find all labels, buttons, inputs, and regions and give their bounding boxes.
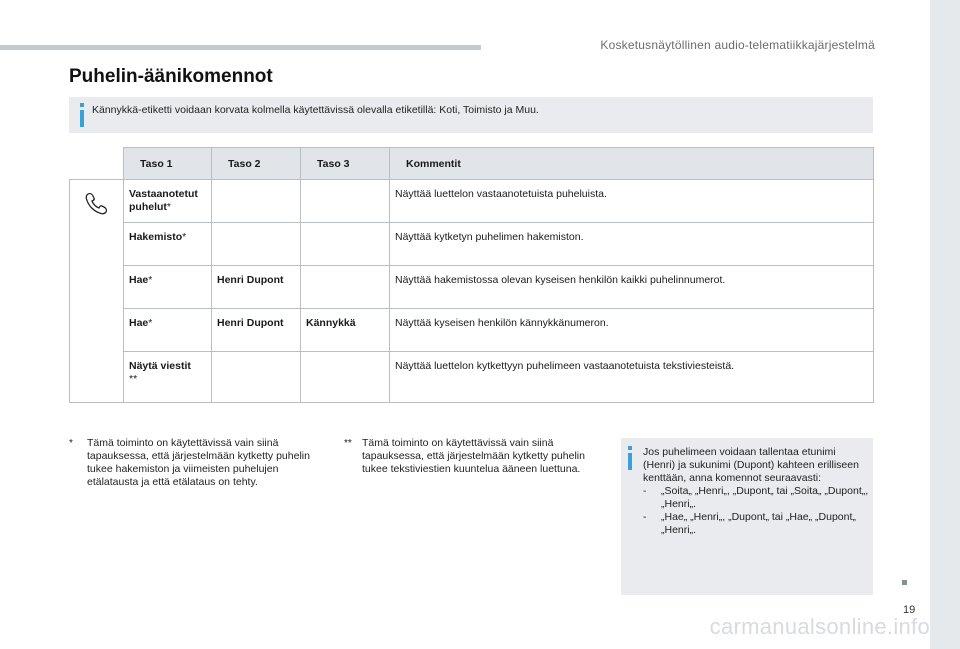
voice-command-table	[69, 147, 874, 403]
footnote-text: Tämä toiminto on käytettävissä vain siinä tapauksessa, että järjestelmään kytketty puhelin tukee tekstiviestien kuuntelua ääneen luettuna.	[362, 437, 585, 475]
table-header-level2: Taso 2	[212, 148, 301, 180]
table-header-row	[70, 148, 874, 180]
info-icon	[625, 446, 637, 470]
table-header-comments: Kommentit	[390, 148, 874, 180]
level3-cell	[301, 266, 390, 309]
level2-cell: Henri Dupont	[212, 309, 301, 352]
page-marker	[902, 580, 907, 585]
footnote-mark: **	[344, 438, 352, 449]
level3-cell	[301, 352, 390, 403]
page-title: Puhelin-äänikomennot	[69, 66, 273, 87]
note-item-text: „Soita„ „Henri„, „Dupont„ tai „Soita„ „Dupont„, „Henri„.	[661, 485, 869, 510]
note-list-item	[643, 485, 869, 511]
header-rule	[0, 45, 481, 50]
note-list-item	[643, 511, 869, 537]
footnote-single-star	[69, 437, 331, 489]
comment-cell: Näyttää hakemistossa olevan kyseisen henkilön kaikki puhelinnumerot.	[390, 266, 874, 309]
level1-cell: Hae*	[124, 266, 212, 309]
level1-cell: Hae*	[124, 309, 212, 352]
comment-cell: Näyttää luettelon kytkettyyn puhelimeen vastaanotetuista tekstiviesteistä.	[390, 352, 874, 403]
table-row	[70, 352, 874, 403]
section-title: Kosketusnäytöllinen audio-telematiikkajärjestelmä	[600, 38, 875, 52]
comment-cell: Näyttää kytketyn puhelimen hakemiston.	[390, 223, 874, 266]
footnote-mark: *	[69, 438, 73, 449]
table-row	[70, 266, 874, 309]
level2-cell	[212, 352, 301, 403]
level3-cell	[301, 180, 390, 223]
level2-cell	[212, 180, 301, 223]
level1-cell: Näytä viestit **	[124, 352, 212, 403]
note-box	[621, 438, 873, 595]
table-header-level1: Taso 1	[124, 148, 212, 180]
footnote-double-star	[344, 437, 606, 476]
note-intro: Jos puhelimeen voidaan tallentaa etunimi (Henri) ja sukunimi (Dupont) kahteen erilliseen kenttään, anna komennot seuraavasti:	[643, 446, 859, 484]
table-header-level3: Taso 3	[301, 148, 390, 180]
note-dash: -	[643, 485, 647, 497]
phone-icon	[84, 190, 110, 216]
note-dash: -	[643, 511, 647, 523]
level1-cell: Vastaanotetut puhelut*	[124, 180, 212, 223]
level2-cell: Henri Dupont	[212, 266, 301, 309]
page-edge-strip	[930, 0, 960, 649]
level1-cell: Hakemisto*	[124, 223, 212, 266]
footnote-text: Tämä toiminto on käytettävissä vain siinä tapauksessa, että järjestelmään kytketty puhelin tukee hakemiston ja viimeisten puhelujen etälatausta ja että etälataus on tehty.	[87, 437, 310, 488]
comment-cell: Näyttää kyseisen henkilön kännykkänumeron.	[390, 309, 874, 352]
table-row	[70, 309, 874, 352]
comment-cell: Näyttää luettelon vastaanotetuista puheluista.	[390, 180, 874, 223]
watermark: carmanualsonline.info	[709, 614, 930, 639]
table-row	[70, 180, 874, 223]
table-header-blank	[70, 148, 124, 180]
note-item-text: „Hae„ „Henri„, „Dupont„ tai „Hae„ „Dupont„ „Henri„.	[661, 511, 856, 536]
info-text: Kännykkä-etiketti voidaan korvata kolmella käytettävissä olevalla etiketillä: Koti, Toimisto ja Muu.	[92, 104, 539, 116]
level3-cell	[301, 223, 390, 266]
level2-cell	[212, 223, 301, 266]
phone-icon-cell	[70, 180, 124, 403]
level3-cell: Kännykkä	[301, 309, 390, 352]
info-icon	[77, 103, 89, 127]
page-number: 19	[903, 604, 916, 616]
table-row	[70, 223, 874, 266]
info-band	[69, 97, 873, 133]
note-text	[643, 446, 869, 537]
